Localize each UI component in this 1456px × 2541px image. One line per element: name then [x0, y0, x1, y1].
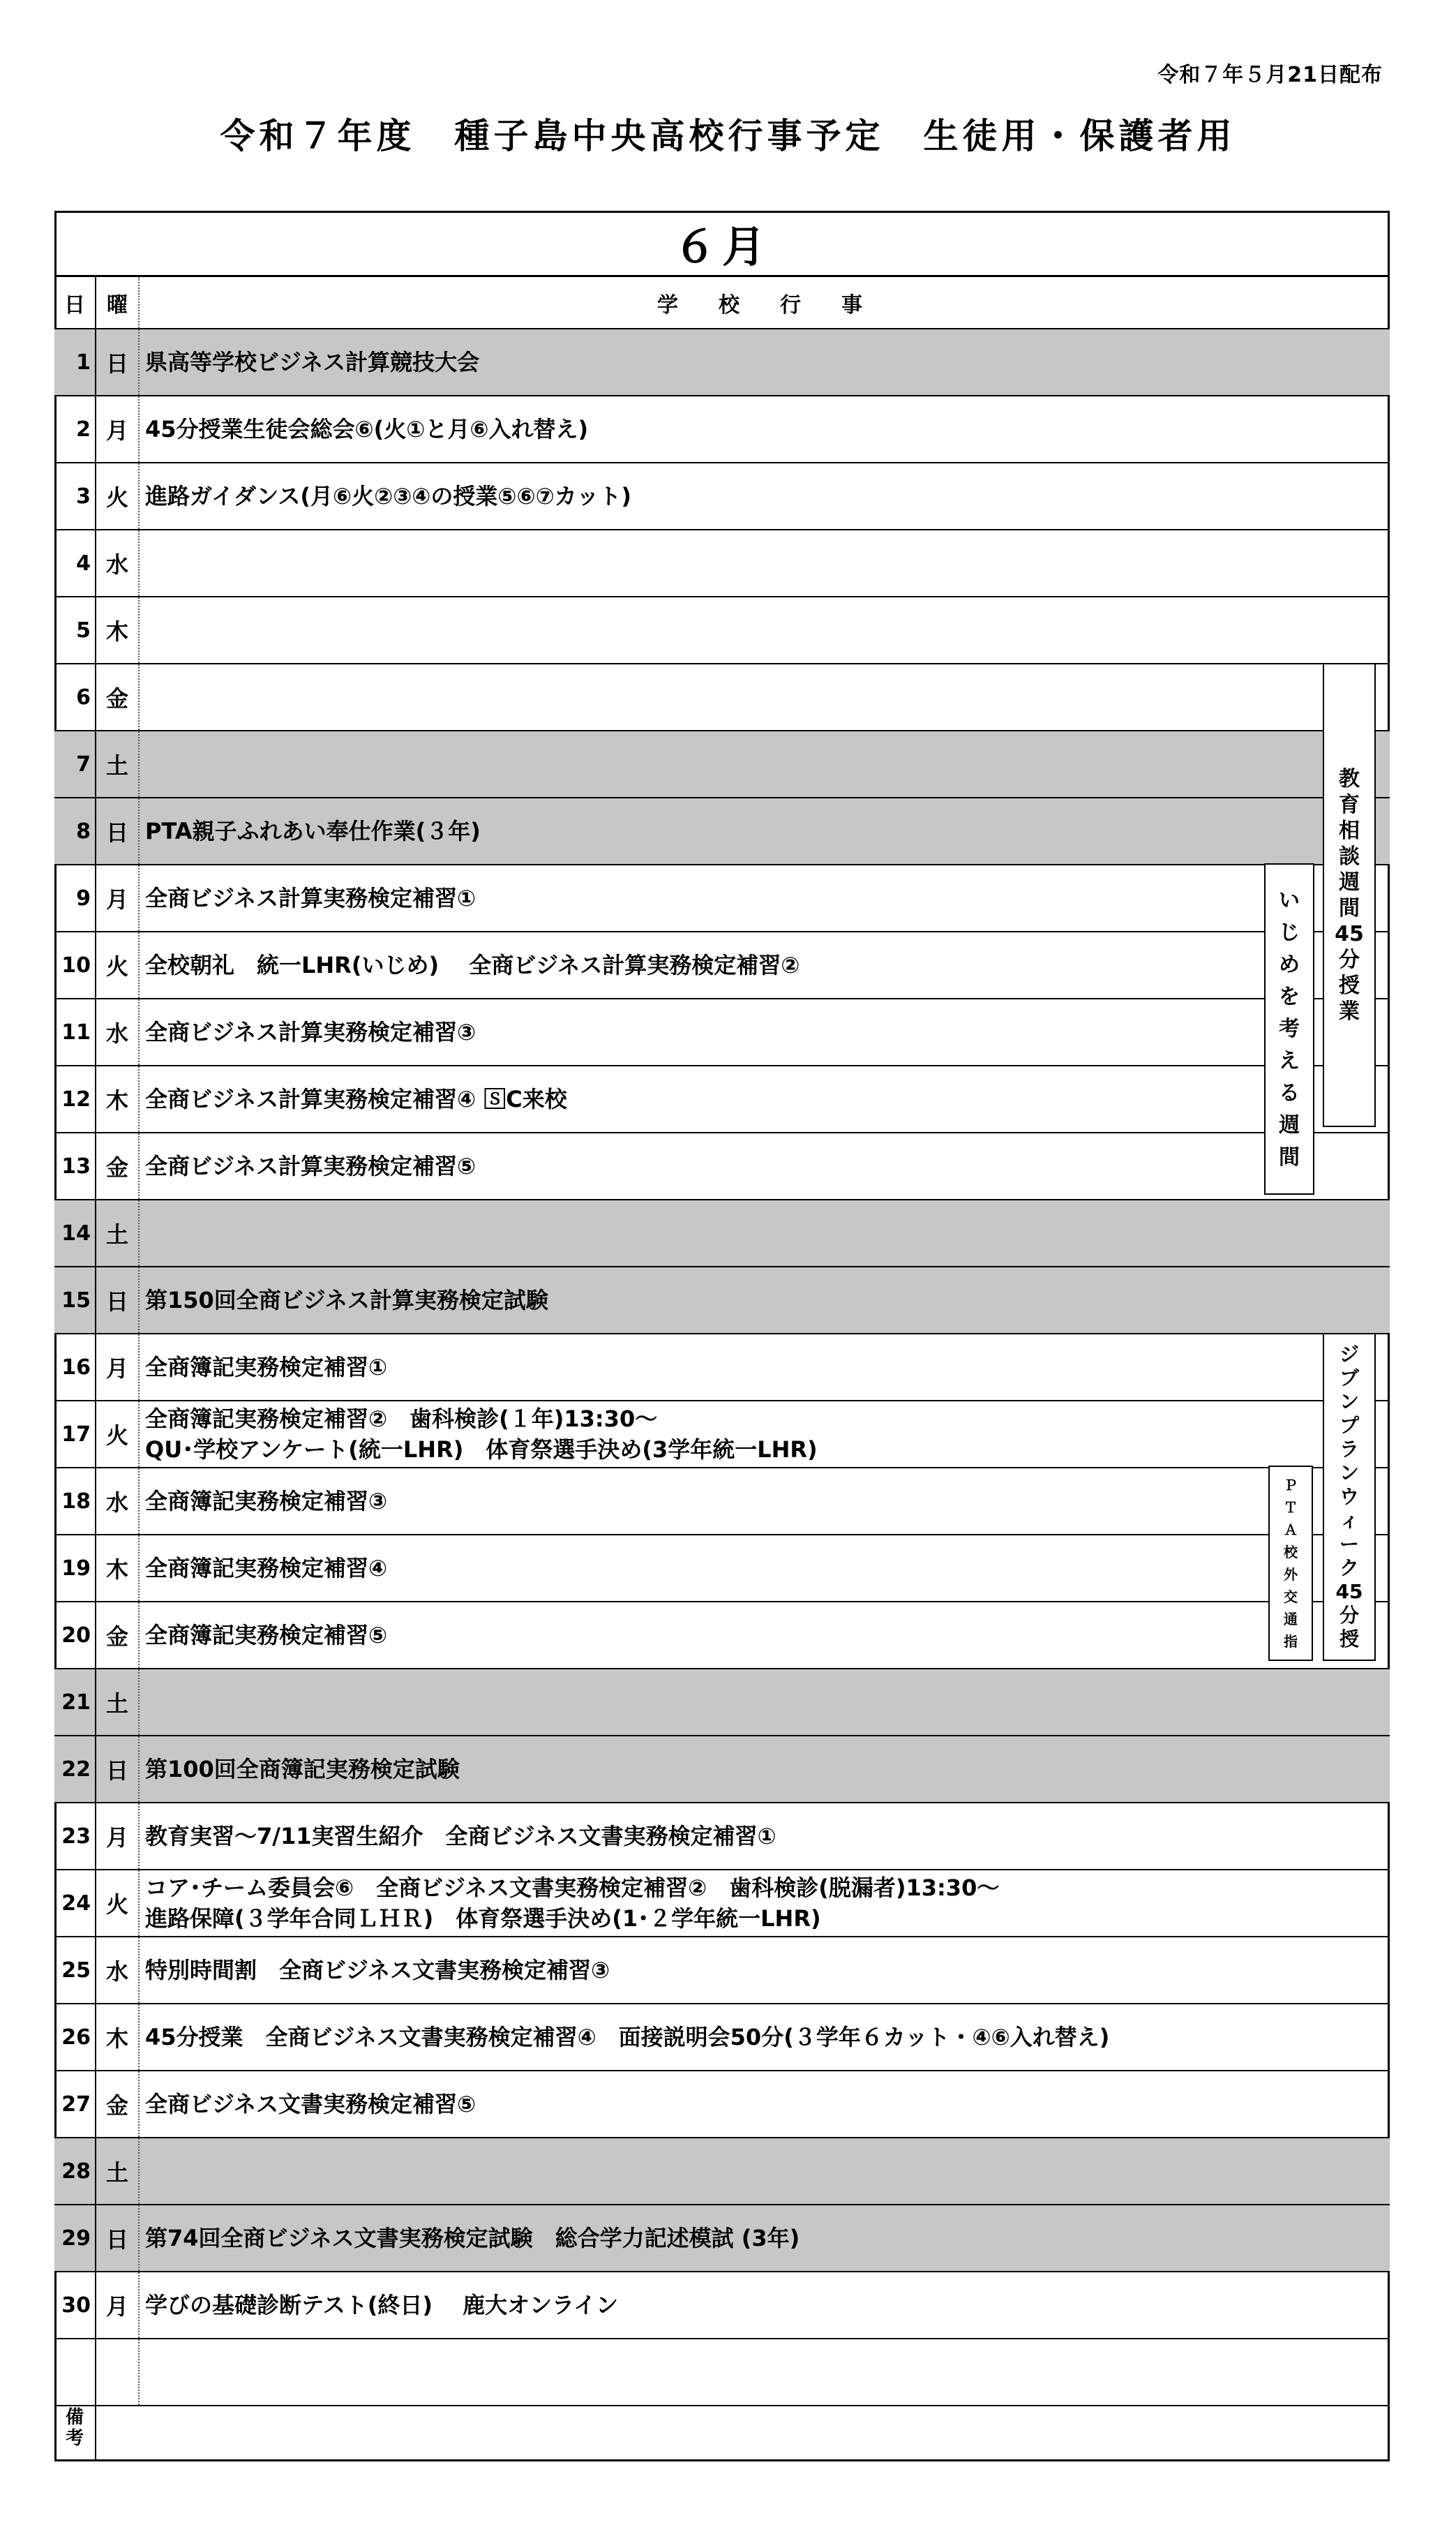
table-row: [54, 1066, 1390, 1133]
event-cell: [145, 1334, 387, 1400]
day-cell: 13: [54, 1133, 96, 1199]
day-cell: 14: [54, 1200, 96, 1266]
weekday-cell: 水: [96, 999, 140, 1065]
event-text: 全商簿記実務検定補習①: [145, 1354, 388, 1380]
event-cell: [145, 1937, 610, 2003]
vertical-label-char: 週: [1279, 1112, 1300, 1138]
vertical-label-char: ィ: [1339, 1509, 1359, 1532]
event-text: 第100回全商簿記実務検定試験: [145, 1756, 460, 1782]
weekday-cell: 金: [96, 1133, 140, 1199]
vertical-label-char: 通: [1284, 1611, 1298, 1627]
event-cell: [145, 1803, 776, 1869]
counseling-week-label: [1323, 663, 1376, 1127]
weekday-cell: 日: [96, 798, 140, 864]
table-row: [54, 1535, 1390, 1602]
day-cell: 15: [54, 1267, 96, 1333]
day-cell: 29: [54, 2205, 96, 2271]
table-row: [54, 1468, 1390, 1535]
weekday-cell: 日: [96, 329, 140, 395]
vertical-label-char: 間: [1339, 895, 1360, 921]
day-cell: 18: [54, 1468, 96, 1534]
weekday-cell: 日: [96, 2205, 140, 2271]
event-text: QU･学校アンケート(統一LHR) 体育祭選手決め(3学年統一LHR): [145, 1436, 818, 1463]
vertical-label-char: 校: [1284, 1544, 1298, 1560]
table-row: [54, 2071, 1390, 2138]
weekday-cell: 火: [96, 463, 140, 529]
vertical-label-char: プ: [1339, 1414, 1359, 1437]
table-row: [54, 597, 1390, 664]
day-cell: 1: [54, 329, 96, 395]
vertical-label-char: 分: [1339, 1604, 1359, 1627]
anti-bullying-week-label: [1264, 863, 1314, 1195]
table-row: [54, 2272, 1390, 2339]
day-cell: 4: [54, 530, 96, 596]
day-cell: 22: [54, 1736, 96, 1802]
weekday-cell: 月: [96, 1334, 140, 1400]
vertical-label-char: Ａ: [1284, 1521, 1298, 1538]
table-row: [54, 1937, 1390, 2004]
day-cell: 23: [54, 1803, 96, 1869]
vertical-label-char: ン: [1339, 1390, 1359, 1413]
event-cell: [145, 2272, 618, 2338]
event-text: 特別時間割 全商ビジネス文書実務検定補習③: [145, 1957, 610, 1983]
weekday-cell: 火: [96, 932, 140, 998]
vertical-label-char: ブ: [1339, 1366, 1359, 1389]
table-row: [54, 396, 1390, 463]
event-text: 教育実習～7/11実習生紹介 全商ビジネス文書実務検定補習①: [145, 1823, 776, 1849]
event-cell: [145, 1468, 387, 1534]
table-row: [54, 1401, 1390, 1468]
weekday-cell: 月: [96, 865, 140, 931]
table-row: [54, 1669, 1390, 1736]
event-cell: [145, 1401, 818, 1467]
event-text: 県高等学校ビジネス計算競技大会: [145, 349, 480, 375]
event-cell: [145, 1602, 387, 1668]
table-row: [54, 999, 1390, 1066]
vertical-label-char: ー: [1339, 1533, 1359, 1556]
vertical-label-char: ジ: [1339, 1343, 1359, 1366]
weekday-cell: 金: [96, 664, 140, 730]
page-title: 令和７年度 種子島中央高校行事予定 生徒用・保護者用: [220, 116, 1236, 156]
table-row: [54, 2205, 1390, 2272]
table-row: [54, 1133, 1390, 1200]
vertical-label-char: 教: [1339, 766, 1360, 791]
weekday-cell: 土: [96, 1200, 140, 1266]
day-cell: 11: [54, 999, 96, 1065]
day-cell: 8: [54, 798, 96, 864]
month-heading: ６月: [54, 211, 1390, 277]
vertical-label-char: 考: [1279, 1016, 1300, 1041]
vertical-label-char: Ｐ: [1284, 1477, 1298, 1493]
event-cell: [145, 2071, 476, 2137]
remarks-row: [54, 2394, 1390, 2461]
vertical-label-char: ク: [1339, 1556, 1359, 1579]
day-cell: 20: [54, 1602, 96, 1668]
day-cell: 9: [54, 865, 96, 931]
day-cell: 19: [54, 1535, 96, 1601]
table-row: [54, 329, 1390, 396]
weekday-cell: 木: [96, 1066, 140, 1132]
event-cell: [145, 1535, 387, 1601]
vertical-label-char: 外: [1284, 1566, 1298, 1583]
table-row: [54, 664, 1390, 731]
weekday-cell: 月: [96, 396, 140, 462]
event-cell: [145, 999, 476, 1065]
weekday-cell: 木: [96, 1535, 140, 1601]
header-day: 日: [54, 277, 96, 328]
table-row: [54, 530, 1390, 597]
table-row: [54, 1870, 1390, 1937]
vertical-label-char: じ: [1279, 920, 1300, 945]
vertical-label-char: 45: [1335, 1580, 1363, 1603]
event-text: 進路保障(３学年合同ＬＨＲ) 体育祭選手決め(1･２学年統一LHR): [145, 1905, 821, 1932]
day-cell: 28: [54, 2138, 96, 2204]
table-row: [54, 2138, 1390, 2205]
vertical-label-char: ラ: [1339, 1438, 1359, 1461]
event-cell: [145, 463, 631, 529]
day-cell: 30: [54, 2272, 96, 2338]
header-weekday: 曜: [96, 277, 140, 328]
day-cell: 10: [54, 932, 96, 998]
vertical-label-char: 週: [1339, 870, 1360, 895]
vertical-label-char: 45: [1335, 921, 1364, 946]
table-row: [54, 1334, 1390, 1401]
weekday-cell: 木: [96, 2004, 140, 2070]
day-cell: 2: [54, 396, 96, 462]
event-cell: [145, 1736, 460, 1802]
table-row: [54, 1803, 1390, 1870]
event-text: 全商簿記実務検定補習② 歯科検診(１年)13:30～: [145, 1406, 658, 1432]
weekday-cell: 日: [96, 1267, 140, 1333]
remarks-label: [54, 2394, 96, 2461]
event-cell: [145, 396, 588, 462]
event-cell: [145, 2205, 800, 2271]
weekday-cell: 水: [96, 1468, 140, 1534]
weekday-cell: 土: [96, 1669, 140, 1735]
weekday-cell: 金: [96, 2071, 140, 2137]
event-text: 全商ビジネス計算実務検定補習⑤: [145, 1153, 476, 1179]
day-cell: 12: [54, 1066, 96, 1132]
day-cell: 5: [54, 597, 96, 663]
vertical-label-char: ウ: [1339, 1485, 1359, 1508]
vertical-label-char: 育: [1339, 792, 1360, 817]
jibun-plan-week-label: [1323, 1333, 1376, 1661]
vertical-label-char: 分: [1339, 947, 1360, 972]
weekday-cell: 水: [96, 530, 140, 596]
event-text: 学びの基礎診断テスト(終日) 鹿大オンライン: [145, 2292, 619, 2318]
vertical-label-char: 業: [1339, 999, 1360, 1024]
vertical-label-char: 間: [1279, 1145, 1300, 1170]
table-row: [54, 1267, 1390, 1334]
weekday-cell: 月: [96, 1803, 140, 1869]
event-cell: [145, 1066, 567, 1132]
event-cell: [145, 798, 481, 864]
pta-guidance-label: [1268, 1466, 1313, 1661]
column-header-row: [54, 277, 1390, 329]
weekday-cell: 金: [96, 1602, 140, 1668]
event-cell: [145, 932, 800, 998]
weekday-cell: 木: [96, 597, 140, 663]
table-row: [54, 1200, 1390, 1267]
vertical-label-char: ン: [1339, 1461, 1359, 1484]
day-cell: 26: [54, 2004, 96, 2070]
table-row: [54, 865, 1390, 932]
event-text: 第150回全商ビジネス計算実務検定試験: [145, 1287, 548, 1313]
event-text: 全商簿記実務検定補習④: [145, 1555, 388, 1581]
day-cell: 17: [54, 1401, 96, 1467]
event-cell: [145, 1870, 999, 1936]
table-row: [54, 1602, 1390, 1669]
day-cell: 7: [54, 731, 96, 797]
day-cell: 6: [54, 664, 96, 730]
day-cell: 27: [54, 2071, 96, 2137]
event-text: 全校朝礼 統一LHR(いじめ) 全商ビジネス計算実務検定補習②: [145, 952, 800, 978]
vertical-label-char: 授: [1339, 1627, 1359, 1650]
day-cell: 16: [54, 1334, 96, 1400]
weekday-cell: 土: [96, 731, 140, 797]
weekday-cell: 月: [96, 2272, 140, 2338]
weekday-cell: 日: [96, 1736, 140, 1802]
event-cell: [145, 329, 479, 395]
event-cell: [145, 865, 476, 931]
day-cell: 25: [54, 1937, 96, 2003]
day-cell: 3: [54, 463, 96, 529]
event-text: 全商簿記実務検定補習⑤: [145, 1622, 388, 1648]
day-cell: 21: [54, 1669, 96, 1735]
event-text: 全商簿記実務検定補習③: [145, 1488, 388, 1514]
day-cell: 24: [54, 1870, 96, 1936]
weekday-cell: 火: [96, 1870, 140, 1936]
table-row: [54, 1736, 1390, 1803]
remarks-char: 備: [65, 2407, 84, 2428]
weekday-cell: 土: [96, 2138, 140, 2204]
vertical-label-char: を: [1279, 984, 1300, 1009]
vertical-label-char: 指: [1284, 1633, 1298, 1650]
table-row: [54, 932, 1390, 999]
event-text: 進路ガイダンス(月⑥火②③④の授業⑤⑥⑦カット): [145, 483, 631, 509]
event-text: 全商ビジネス文書実務検定補習⑤: [145, 2091, 476, 2117]
table-row: [54, 463, 1390, 530]
vertical-label-char: Ｔ: [1284, 1499, 1298, 1516]
vertical-label-char: い: [1279, 888, 1300, 913]
vertical-label-char: め: [1279, 952, 1300, 977]
weekday-cell: 水: [96, 1937, 140, 2003]
event-text: コア･チーム委員会⑥ 全商ビジネス文書実務検定補習② 歯科検診(脱漏者)13:30～: [145, 1875, 1000, 1901]
event-cell: [145, 2004, 1109, 2070]
header-events: 学 校 行 事: [657, 292, 872, 318]
distribution-date: 令和７年５月21日配布: [1157, 63, 1383, 87]
table-row: [54, 798, 1390, 865]
weekday-cell: 火: [96, 1401, 140, 1467]
event-text: 全商ビジネス計算実務検定補習④ 🅂C来校: [145, 1086, 567, 1112]
event-text: 45分授業 全商ビジネス文書実務検定補習④ 面接説明会50分(３学年６カット・④⑥入れ替え): [145, 2024, 1110, 2050]
vertical-label-char: 談: [1339, 844, 1360, 869]
remarks-char: 考: [65, 2428, 84, 2449]
event-text: 全商ビジネス計算実務検定補習③: [145, 1019, 476, 1045]
vertical-label-char: 交: [1284, 1588, 1298, 1605]
event-cell: [145, 1133, 476, 1199]
table-row: [54, 731, 1390, 798]
event-text: PTA親子ふれあい奉仕作業(３年): [145, 818, 481, 844]
vertical-label-char: る: [1279, 1080, 1300, 1105]
vertical-label-char: 相: [1339, 818, 1360, 843]
vertical-label-char: え: [1279, 1048, 1300, 1073]
event-text: 第74回全商ビジネス文書実務検定試験 総合学力記述模試 (3年): [145, 2225, 800, 2251]
table-row: [54, 2004, 1390, 2071]
event-cell: [145, 1267, 548, 1333]
event-text: 全商ビジネス計算実務検定補習①: [145, 885, 476, 911]
event-text: 45分授業生徒会総会⑥(火①と月⑥入れ替え): [145, 416, 589, 442]
vertical-label-char: 授: [1339, 973, 1360, 998]
